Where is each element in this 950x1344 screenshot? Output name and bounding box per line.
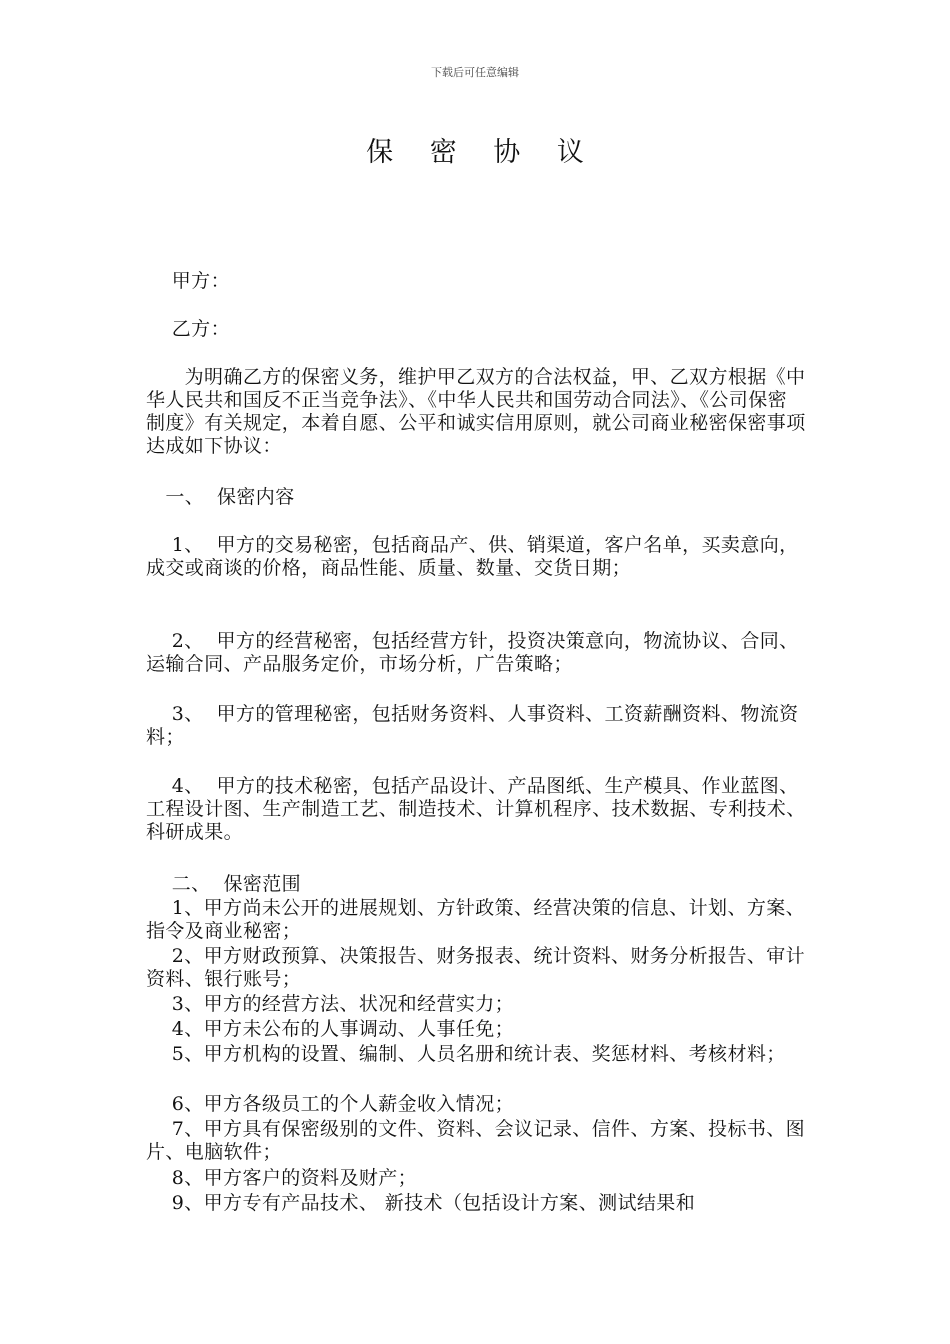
content-item-2: 2、 甲方的经营秘密，包括经营方针，投资决策意向，物流协议、合同、运输合同、产品服务定价，市场分析，广告策略； (146, 630, 799, 675)
content-item-4: 4、 甲方的技术秘密，包括产品设计、产品图纸、生产模具、作业蓝图、工程设计图、生产制造工艺、制造技术、计算机程序、技术数据、专利技术、科研成果。 (146, 775, 806, 843)
party-b-line: 乙方： (146, 318, 230, 340)
document-title: 保 密 协 议 (366, 137, 598, 168)
scope-item-2: 2、甲方财政预算、决策报告、财务报表、统计资料、财务分析报告、审计资料、银行账号； (146, 945, 806, 990)
preamble-paragraph: 为明确乙方的保密义务，维护甲乙双方的合法权益，甲、乙双方根据《中华人民共和国反不正当竞争法》、《中华人民共和国劳动合同法》、《公司保密制度》有关规定，本着自愿、公平和诚实信用原则，就公司商业秘密保密事项达成如下协议： (146, 366, 806, 457)
section-heading-scope: 二、 保密范围 (146, 873, 302, 895)
section-heading-content: 一、 保密内容 (146, 486, 295, 508)
content-item-1: 1、 甲方的交易秘密，包括商品产、供、销渠道，客户名单，买卖意向，成交或商谈的价格，商品性能、质量、数量、交货日期； (146, 534, 799, 579)
scope-item-5: 5、甲方机构的设置、编制、人员名册和统计表、奖惩材料、考核材料； (146, 1043, 786, 1065)
scope-item-6: 6、甲方各级员工的个人薪金收入情况； (146, 1093, 515, 1115)
party-a-line: 甲方： (146, 270, 230, 292)
scope-item-4: 4、甲方未公布的人事调动、人事任免； (146, 1018, 515, 1040)
scope-item-7: 7、甲方具有保密级别的文件、资料、会议记录、信件、方案、投标书、图片、电脑软件； (146, 1118, 806, 1163)
scope-item-3: 3、甲方的经营方法、状况和经营实力； (146, 993, 515, 1015)
scope-item-8: 8、甲方客户的资料及财产； (146, 1167, 418, 1189)
content-item-3: 3、 甲方的管理秘密，包括财务资料、人事资料、工资薪酬资料、物流资料； (146, 703, 799, 748)
scope-item-9: 9、甲方专有产品技术、 新技术（包括设计方案、测试结果和 (146, 1192, 696, 1214)
page-header-note: 下载后可任意编辑 (431, 66, 519, 79)
scope-item-1: 1、甲方尚未公开的进展规划、方针政策、经营决策的信息、计划、方案、指令及商业秘密； (146, 897, 806, 942)
